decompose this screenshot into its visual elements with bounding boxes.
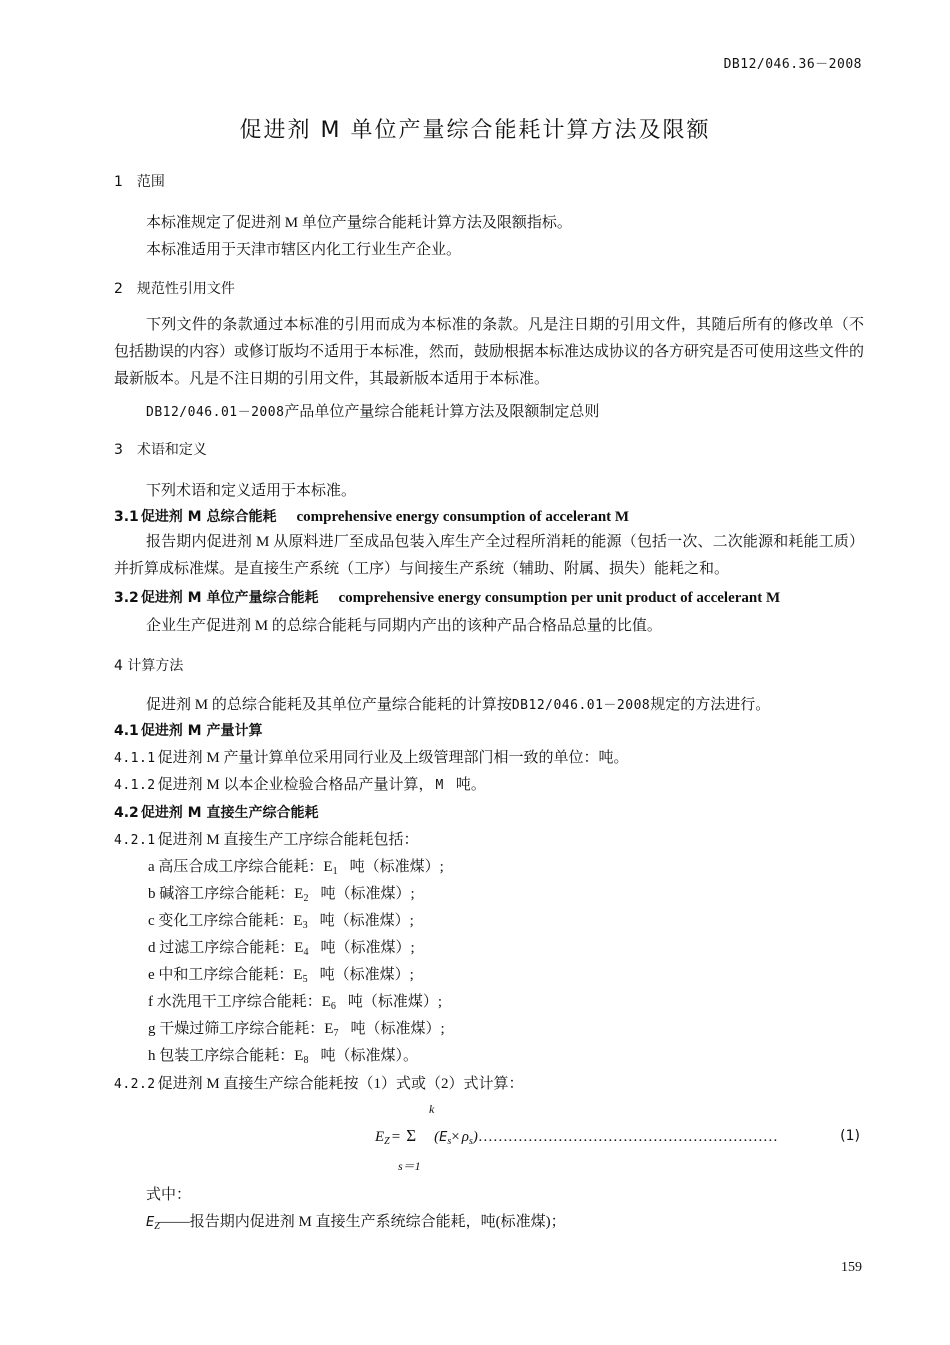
term-3-1-heading [114, 506, 629, 526]
term-3-1-en: comprehensive energy consumption of accelerant M [296, 509, 630, 525]
page-title: 促进剂 M 单位产量综合能耗计算方法及限额 [239, 118, 711, 143]
reference-title: 产品单位产量综合能耗计算方法及限额制定总则 [284, 404, 600, 420]
clause-4-2-title: 促进剂 M 直接生产综合能耗 [140, 805, 319, 821]
page-number: 159 [841, 1260, 862, 1275]
formula-rho: ρ [461, 1129, 469, 1145]
clause-4-2 [114, 802, 319, 822]
where-dash: —— [159, 1214, 190, 1230]
clause-4-1-2 [114, 773, 486, 794]
term-3-1-number: 3.1 [114, 509, 139, 525]
section-4-intro [146, 693, 770, 714]
where-symbol-sub: Z [154, 1221, 160, 1232]
formula-lhs: E [375, 1129, 385, 1145]
section-1-line-1: 本标准规定了促进剂 M 单位产量综合能耗计算方法及限额指标。 [146, 215, 572, 231]
clause-4-1 [114, 720, 263, 740]
section-2-heading: 2 规范性引用文件 [114, 281, 235, 297]
clause-4-1-2-symbol: M [435, 778, 444, 793]
formula-e-sub: s [447, 1136, 452, 1147]
clause-4-2-2 [114, 1072, 523, 1093]
section-1-line-2: 本标准适用于天津市辖区内化工行业生产企业。 [146, 242, 462, 258]
term-3-2-paragraph: 企业生产促进剂 M 的总综合能耗与同期内产出的该种产品合格品总量的比值。 [146, 618, 662, 634]
clause-4-2-1-text: 促进剂 M 直接生产工序综合能耗包括： [157, 832, 419, 848]
section-3-intro: 下列术语和定义适用于本标准。 [146, 483, 357, 499]
clause-4-1-title: 促进剂 M 产量计算 [140, 723, 263, 739]
term-3-2-number: 3.2 [114, 590, 139, 606]
where-symbol: E [146, 1215, 155, 1230]
section-4-intro-tail: 规定的方法进行。 [650, 697, 771, 713]
formula-leader-dots: …………………………………………………… [477, 1129, 778, 1145]
clause-4-1-number: 4.1 [114, 723, 139, 739]
clause-4-1-1 [114, 746, 628, 767]
reference-code: DB12/046.01－2008 [146, 405, 285, 420]
formula-line [375, 1126, 778, 1147]
reference-line [146, 400, 599, 421]
formula-e: E [439, 1130, 448, 1145]
clause-4-1-2-text: 促进剂 M 以本企业检验合格品产量计算， [157, 777, 434, 793]
formula-number: (1) [840, 1128, 860, 1144]
section-1-heading: 1 范围 [114, 174, 165, 190]
clause-4-2-1 [114, 828, 418, 849]
clause-4-2-1-number: 4.2.1 [114, 833, 156, 848]
section-4-intro-code: DB12/046.01－2008 [511, 698, 651, 713]
formula-close-paren: ) [472, 1129, 478, 1145]
clause-4-2-2-number: 4.2.2 [114, 1077, 156, 1092]
list-item: e 中和工序综合能耗：$E_5$ 吨（标准煤）; [148, 967, 414, 985]
formula-times: × [451, 1129, 460, 1145]
clause-4-2-number: 4.2 [114, 805, 139, 821]
list-item: a 高压合成工序综合能耗：$E_1$ 吨（标准煤）; [148, 859, 444, 877]
list-item: d 过滤工序综合能耗：$E_4$ 吨（标准煤）; [148, 940, 415, 958]
term-3-2-heading [114, 587, 780, 607]
term-3-1-cn: 促进剂 M 总综合能耗 [140, 509, 277, 525]
formula-open-paren: ( [434, 1129, 440, 1145]
where-label: 式中： [146, 1187, 192, 1203]
list-item: b 碱溶工序综合能耗：$E_2$ 吨（标准煤）; [148, 886, 415, 904]
list-item: c 变化工序综合能耗：$E_3$ 吨（标准煤）; [148, 913, 414, 931]
list-item: f 水洗甩干工序综合能耗：$E_6$ 吨（标准煤）; [148, 994, 443, 1012]
term-3-2-en: comprehensive energy consumption per unit product of accelerant M [338, 590, 781, 606]
formula-sigma: Σ [406, 1126, 417, 1145]
formula-lower-limit: s＝1 [398, 1159, 421, 1173]
clause-4-1-1-number: 4.1.1 [114, 751, 156, 766]
section-4-intro-text: 促进剂 M 的总综合能耗及其单位产量综合能耗的计算按 [146, 697, 512, 713]
where-definition [146, 1210, 566, 1232]
standard-code: DB12/046.36－2008 [723, 57, 862, 72]
section-4-heading: 4 计算方法 [114, 658, 184, 674]
term-3-1-paragraph: 报告期内促进剂 M 从原料进厂至成品包装入库生产全过程所消耗的能源（包括一次、二次能源和耗能工质）并折算成标准煤。是直接生产系统（工序）与间接生产系统（辅助、附属、损失）能耗之和。 [114, 534, 864, 577]
section-3-heading: 3 术语和定义 [114, 442, 207, 458]
clause-4-1-2-unit: 吨。 [455, 777, 486, 793]
list-item: g 干燥过筛工序综合能耗：$E_7$ 吨（标准煤）; [148, 1021, 445, 1039]
clause-4-2-2-text: 促进剂 M 直接生产综合能耗按（1）式或（2）式计算： [157, 1076, 524, 1092]
formula-upper-limit: k [429, 1102, 435, 1116]
clause-4-1-1-text: 促进剂 M 产量计算单位采用同行业及上级管理部门相一致的单位：吨。 [157, 750, 629, 766]
where-text: 报告期内促进剂 M 直接生产系统综合能耗，吨(标准煤)； [189, 1214, 566, 1230]
term-3-2-cn: 促进剂 M 单位产量综合能耗 [140, 590, 319, 606]
formula-rho-sub: s [468, 1136, 473, 1147]
list-item: h 包装工序综合能耗：$E_8$ 吨（标准煤）。 [148, 1048, 418, 1066]
formula-lhs-sub: Z [384, 1136, 390, 1147]
formula-equals: = [391, 1129, 401, 1145]
section-2-paragraph: 下列文件的条款通过本标准的引用而成为本标准的条款。凡是注日期的引用文件，其随后所有的修改单（不包括勘误的内容）或修订版均不适用于本标准，然而，鼓励根据本标准达成协议的各方研究是否可使用这些文件的最新版本。凡是不注日期的引用文件，其最新版本适用于本标准。 [114, 317, 865, 387]
clause-4-1-2-number: 4.1.2 [114, 778, 156, 793]
